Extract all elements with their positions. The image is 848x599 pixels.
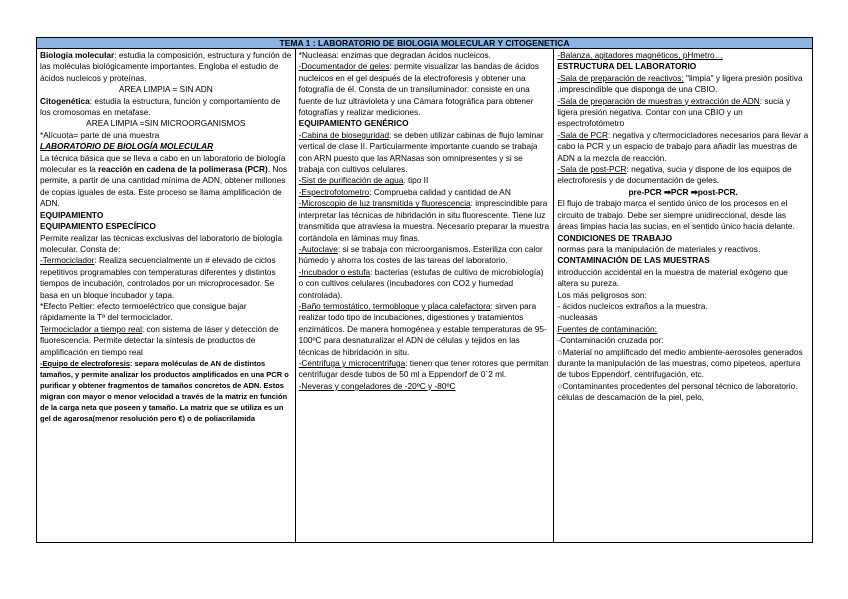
def-sala-reactivos: "limpia" y ligera presión positiva .imprescindible que disponga de una CBIO. <box>557 72 803 95</box>
tecnica-text-1: La técnica básica que se lleva a cabo en un laboratorio de biología molecular es la <box>40 152 286 175</box>
area-limpia-micro: AREA LIMPIA =SIN MICROORGANISMOS <box>86 118 246 129</box>
term-electroforesis: -Equipo de electroforesis <box>40 358 131 368</box>
term-incubador: -Incubador o estufa <box>298 266 371 277</box>
def-incubador: : bacterias (estufas de cultivo de microbiología) o con cultivos celulares (incubadores con CO2 y humedad controlada). <box>298 266 544 300</box>
term-documentador: -Documentador de geles <box>298 61 390 72</box>
peligrosos-intro: Los más peligrosos son: <box>557 289 647 300</box>
term-neveras: -Neveras y congeladores de -20ºC y -80ºC <box>298 380 456 391</box>
def-sala-post-pcr: : negativa, sucia y dispone de los equipos de electroforesis y de documentación de geles. <box>557 164 792 186</box>
def-sala-muestras: : sucia y ligera presión negativa. Contar con una CBIO y un espectrofotómetro <box>557 95 791 129</box>
peligroso-nucleasas: -nucleasas <box>557 312 598 323</box>
def-agua: . tipo II <box>403 175 429 186</box>
term-sala-post-pcr: -Sala de post-PCR <box>557 164 627 175</box>
equipamiento-especifico-heading: EQUIPAMIENTO ESPECÍFICO <box>40 221 156 232</box>
def-cabina: : se deben utilizar cabinas de flujo laminar vertical de clase II. Particularmente importante cuando se trabaja con ARN puesto que las ARNasas son omnipresentes y si se trabaja con cultivos celulares. <box>298 129 544 175</box>
alicuota-note: *Alícuota= parte de una muestra <box>40 129 160 140</box>
column-1 <box>37 49 296 543</box>
area-limpia-adn: AREA LIMPIA = SIN ADN <box>118 84 213 95</box>
tecnica-pcr: reacción en cadena de la polimerasa (PCR) <box>98 164 268 175</box>
column-2 <box>295 49 554 543</box>
condiciones-desc: normas para la manipulación de materiales y reactivos. <box>557 243 761 254</box>
def-bano: : sirven para realizar todo tipo de incubaciones, digestiones y tratamientos enzimáticos. De manera homogénea y estable temperaturas de 95-100ºC para desnaturalizar el ADN de células y tejidos en las técnicas de hibridación in situ. <box>298 300 547 357</box>
term-agua: -Sist de purificación de agua <box>298 175 404 186</box>
term-termociclador: -Termociclador <box>40 255 95 266</box>
flujo-trabajo: El flujo de trabajo marca el sentido único de los procesos en el circuito de trabajo. Debe ser siempre unidireccional, desde las áreas limpias hacia las sucias, en el sentido único hacia delante. <box>557 198 795 232</box>
fuente-material: ○Material no amplificado del medio ambiente-aerosoles generados durante la manipulación de las muestras, como pipeteos, apertura de tubos Eppendorf, centrifugación, etc. <box>557 346 803 380</box>
term-biologia: Biología molecular <box>40 50 115 60</box>
def-biologia: : estudia la composición, estructura y función de las moléculas biológicamente importantes. Engloba el estudio de ácidos nucleicos y proteínas. <box>40 50 292 83</box>
condiciones-heading: CONDICIONES DE TRABAJO <box>557 232 673 243</box>
def-documentador: : permite visualizar las bandas de ácidos nucleicos en el gel después de la electroforesis y obtener una fotografía de él. Consta de un transiluminador: consiste en una fuente de luz ultravioleta y una Cámara fotográfica para obtener fotografías y realizar mediciones. <box>298 61 539 118</box>
def-centrifuga: : tienen que tener rotores que permitan centrifugar desde tubos de 50 ml a Eppendorf de 0´2 ml. <box>298 357 549 380</box>
tecnica-text-2: . Nos permite, a partir de una cantidad mínima de ADN, obtener millones de copias iguales de esta. Este proceso se llama amplificación de ADN. <box>40 164 288 209</box>
def-sala-pcr: : negativa y c/termocicladores necesarios para llevar a cabo la PCR y un espacio de trabajo para añadir las muestras de ADN a la mezcla de reacción. <box>557 129 809 163</box>
nucleasa-note: *Nucleasa: enzimas que degradan ácidos nucleicos. <box>298 50 491 60</box>
def-microscopio: : imprescindible para interpretar las técnicas de hibridación in situ fluorescente. Tiene luz transmitida que atraviesa la muestra. Necesario preparar la muestra cortándola en láminas muy finas. <box>298 198 550 243</box>
term-sala-reactivos: -Sala de preparación de reactivos: <box>557 72 684 83</box>
term-microscopio: -Microscopio de luz transmitida y fluorescencia <box>298 198 471 209</box>
peltier-note: *Efecto Peltier: efecto termoeléctrico que consigue bajar rápidamente la Tª del termociclador. <box>40 300 247 323</box>
column-3 <box>554 49 813 543</box>
def-citogenetica: : estudia la estructura, función y comportamiento de los cromosomas en metafase. <box>40 95 281 118</box>
term-centrifuga: -Centrifuga y microcentrifuga <box>298 357 406 368</box>
def-termociclador: : Realiza secuencialmente un # elevado de ciclos repetitivos programables con temperaturas diferentes y distintos tiempos de incubación, controlados por un microprocesador. Se basa en un bloque incubador y tapa. <box>40 255 276 300</box>
term-autoclave: -Autoclave <box>298 243 338 254</box>
contaminacion-desc: introducción accidental en la muestra de material exógeno que altera su pureza. <box>557 266 788 289</box>
equipamiento-generico-heading: EQUIPAMIENTO GENÉRICO <box>298 118 409 129</box>
term-tiempo-real: Termociclador a tiempo real <box>40 323 142 334</box>
equipamiento-especifico-desc: Permite realizar las técnicas exclusivas del laboratorio de biología molecular. Consta de: <box>40 232 283 254</box>
term-bano: -Baño termostático, termobloque y placa calefactora <box>298 300 491 311</box>
def-espectrofotometro: : Comprueba calidad y cantidad de AN <box>369 186 511 197</box>
def-tiempo-real: : con sistema de láser y detección de fluorescencia. Permite detectar la síntesis de productos de amplificación en tiempo real <box>40 323 279 357</box>
fuente-personal: ○Contaminantes procedentes del personal técnico de laboratorio. células de descamación de la piel, pelo, <box>557 380 798 403</box>
peligroso-acidos: - ácidos nucleicos extraños a la muestra. <box>557 300 708 311</box>
def-autoclave: : si se trabaja con microorganismos. Esteriliza con calor húmedo y ahorra los costes de las tareas del laboratorio. <box>298 243 543 266</box>
notes-table <box>36 37 813 543</box>
term-sala-muestras: -Sala de preparación de muestras y extracción de ADN <box>557 95 760 106</box>
page-title: TEMA 1 : LABORATORIO DE BIOLOGIA MOLECULAR Y CITOGENETICA <box>37 38 813 49</box>
pcr-flow: pre-PCR ➡PCR ➡post-PCR. <box>628 186 738 197</box>
fuentes-heading: Fuentes de contaminación: <box>557 323 657 334</box>
equipamiento-heading: EQUIPAMIENTO <box>40 209 104 220</box>
term-sala-pcr: -Sala de PCR <box>557 129 609 140</box>
document-page <box>36 37 813 542</box>
contaminacion-heading: CONTAMINACIÓN DE LAS MUESTRAS <box>557 255 710 266</box>
term-citogenetica: Citogenética <box>40 95 90 106</box>
term-espectrofotometro: -Espectrofotometro <box>298 186 370 197</box>
balanza-item: -Balanza, agitadores magnéticos, pHmetro… <box>557 50 723 60</box>
term-cabina: -Cabina de bioseguridad <box>298 129 390 140</box>
def-electroforesis: : separa moléculas de AN de distintos tamaños, y permite analizar los productos amplificados en una PCR o purificar y obtener fragmentos de tamaños concretos de ADN. Estos migran con mayor o menor velocidad a través de la matriz en función de la carga neta que poseen y tamaño. La matriz que se utiliza es un gel de agarosa(menor resolución pero €) o de poliacrilamida <box>40 358 289 423</box>
estructura-heading: ESTRUCTURA DEL LABORATORIO <box>557 61 697 72</box>
lab-heading: LABORATORIO DE BIOLOGÍA MOLECULAR <box>40 141 214 152</box>
contaminacion-cruzada: -Contaminación cruzada por: <box>557 335 664 346</box>
